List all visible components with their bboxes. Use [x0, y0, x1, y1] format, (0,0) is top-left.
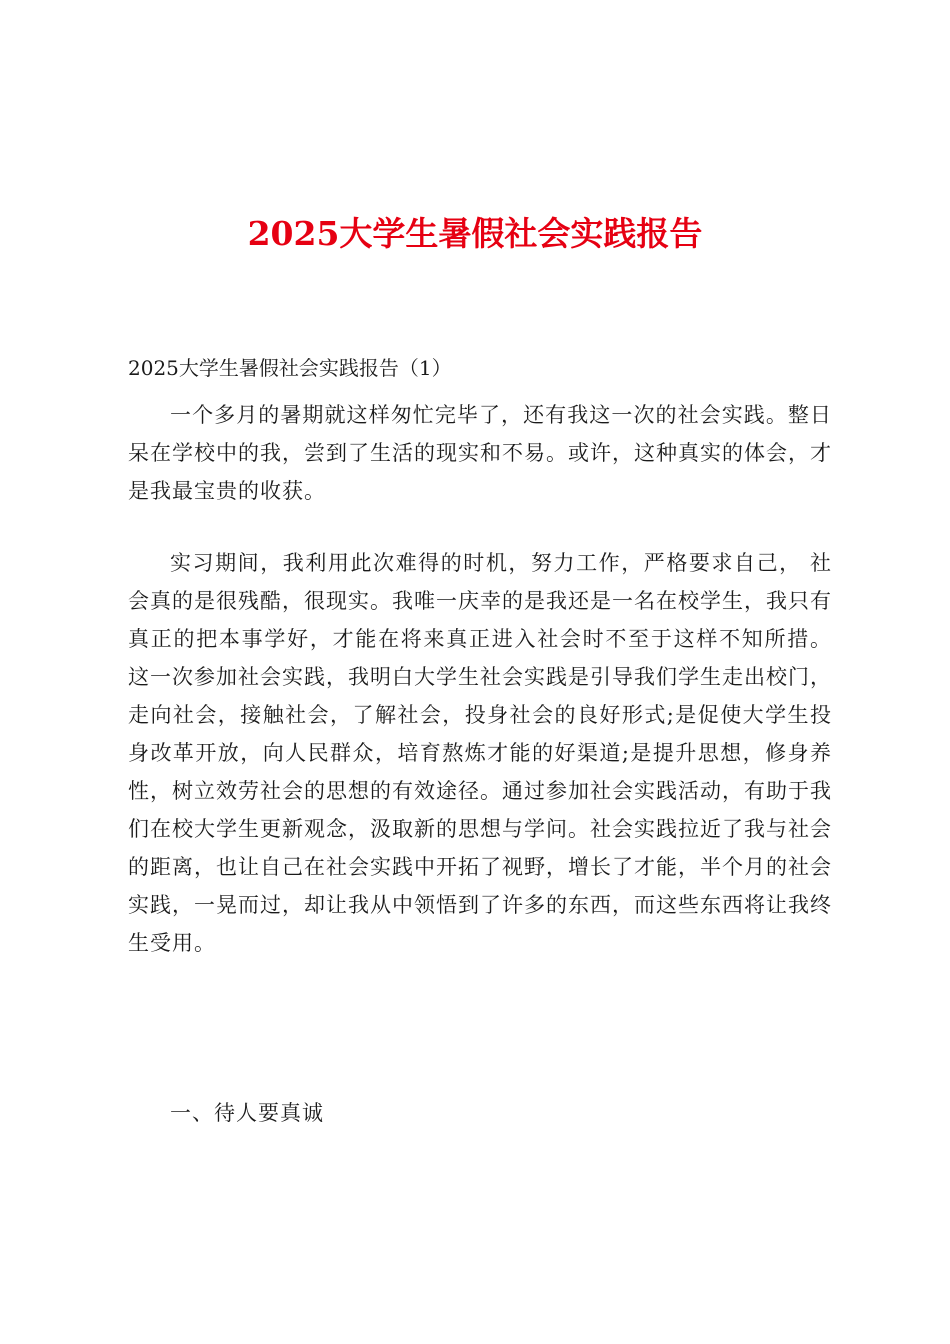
document-title: 2025大学生暑假社会实践报告 [247, 214, 703, 253]
paragraph-2: 实习期间，我利用此次难得的时机，努力工作，严格要求自己， 社会真的是很残酷，很现实。我唯一庆幸的是我还是一名在校学生，我只有真正的把本事学好，才能在将来真正进入社会时不至于这样不知所措。 这一次参加社会实践，我明白大学生社会实践是引导我们学生走出校门，走向社会，接触社会，了解社会，投身社会的良好形式;是促使大学生投身改革开放，向人民群众，培育熬炼才能的好渠道;是提升思想，修身养性，树立效劳社会的思想的有效途径。通过参加社会实践活动，有助于我们在校大学生更新观念，汲取新的思想与学问。社会实践拉近了我与社会的距离，也让自己在社会实践中开拓了视野，增长了才能，半个月的社会实践，一晃而过，却让我从中领悟到了许多的东西，而这些东西将让我终生受用。 [128, 551, 832, 955]
subheading-1: 一、待人要真诚 [170, 1101, 324, 1125]
section-heading: 2025大学生暑假社会实践报告（1） [128, 356, 452, 380]
paragraph-1: 一个多月的暑期就这样匆忙完毕了，还有我这一次的社会实践。整日呆在学校中的我，尝到了生活的现实和不易。或许，这种真实的体会，才是我最宝贵的收获。 [128, 403, 832, 503]
